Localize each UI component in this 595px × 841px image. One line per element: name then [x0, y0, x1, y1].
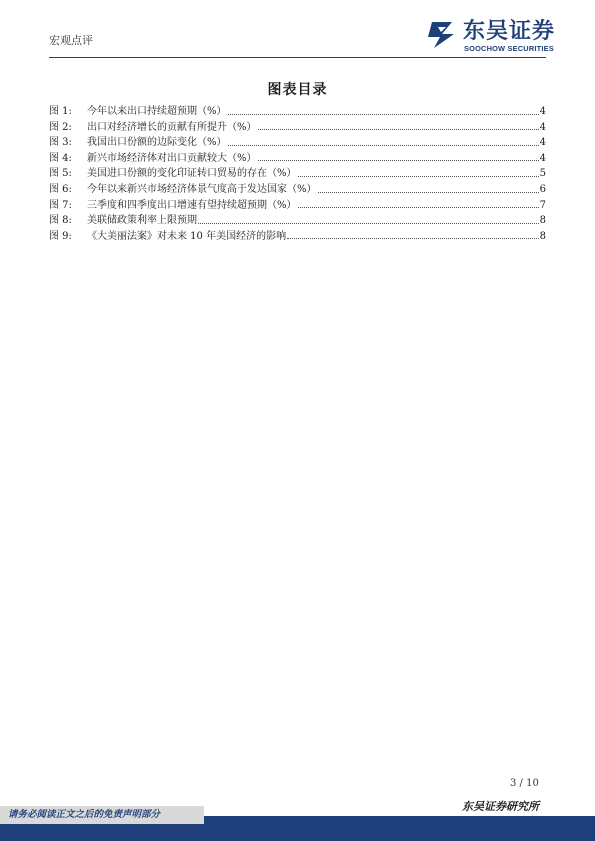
toc-entry[interactable] — [49, 166, 546, 182]
toc-title: 图表目录 — [267, 82, 328, 98]
toc-entry[interactable] — [49, 120, 546, 136]
toc-leader-dots — [298, 176, 539, 177]
toc-entry[interactable] — [49, 104, 546, 120]
section-label: 宏观点评 — [49, 34, 93, 47]
toc-entry-page: 8 — [539, 230, 546, 242]
toc-leader-dots — [228, 145, 539, 146]
disclaimer-notice: 请务必阅读正文之后的免责声明部分 — [0, 806, 204, 824]
footer-bar-left — [0, 824, 204, 841]
toc-entry-number: 图 2: — [49, 121, 72, 133]
toc-entry-title: 今年以来出口持续超预期（%） — [87, 106, 227, 117]
toc-entry-title: 美国进口份额的变化印证转口贸易的存在（%） — [87, 168, 297, 180]
toc-entry[interactable] — [49, 182, 546, 198]
toc-entry-title: 新兴市场经济体对出口贡献较大（%） — [87, 152, 257, 164]
toc-entry[interactable] — [49, 135, 546, 151]
toc-entry-number: 图 5: — [49, 168, 72, 180]
logo-mark-icon — [424, 20, 460, 50]
toc-entry-page: 7 — [539, 199, 546, 211]
toc-leader-dots — [258, 160, 539, 161]
toc-entry-title: 出口对经济增长的贡献有所提升（%） — [87, 121, 257, 133]
toc-entry-page: 5 — [539, 168, 546, 180]
footer-bar — [204, 816, 595, 841]
toc-entry-title: 《大美丽法案》对未来 10 年美国经济的影响 — [87, 230, 287, 242]
toc-leader-dots — [318, 192, 539, 193]
logo-chinese-name: 东吴证券 — [463, 19, 556, 44]
toc-leader-dots — [228, 114, 539, 115]
toc-entry[interactable] — [49, 151, 546, 167]
toc-entry-page: 8 — [539, 215, 546, 227]
toc-entry-page: 4 — [539, 121, 546, 133]
toc-entry-number: 图 3: — [49, 137, 72, 149]
header-divider — [49, 57, 546, 58]
toc-leader-dots — [198, 223, 539, 224]
table-of-figures — [49, 104, 546, 244]
page-number: 3 / 10 — [510, 778, 539, 789]
toc-entry-page: 4 — [539, 106, 546, 117]
toc-entry[interactable] — [49, 229, 546, 245]
toc-entry-number: 图 4: — [49, 152, 72, 164]
toc-entry-number: 图 7: — [49, 199, 72, 211]
toc-entry-number: 图 9: — [49, 230, 72, 242]
toc-entry-number: 图 6: — [49, 183, 72, 195]
toc-entry-page: 4 — [539, 137, 546, 149]
logo-english-name: SOOCHOW SECURITIES — [464, 44, 554, 53]
toc-entry-title: 今年以来新兴市场经济体景气度高于发达国家（%） — [87, 183, 317, 195]
company-logo — [424, 20, 564, 54]
toc-entry-title: 三季度和四季度出口增速有望持续超预期（%） — [87, 199, 297, 211]
toc-entry-page: 4 — [539, 152, 546, 164]
toc-entry[interactable] — [49, 213, 546, 229]
toc-entry-number: 图 1: — [49, 106, 72, 117]
toc-leader-dots — [298, 207, 539, 208]
toc-leader-dots — [258, 129, 539, 130]
toc-entry-number: 图 8: — [49, 215, 72, 227]
toc-entry[interactable] — [49, 198, 546, 214]
toc-entry-title: 我国出口份额的边际变化（%） — [87, 137, 227, 149]
toc-leader-dots — [287, 238, 539, 239]
footer-company-name: 东吴证券研究所 — [462, 800, 539, 813]
toc-entry-page: 6 — [539, 183, 546, 195]
toc-entry-title: 美联储政策利率上限预期 — [87, 215, 197, 227]
